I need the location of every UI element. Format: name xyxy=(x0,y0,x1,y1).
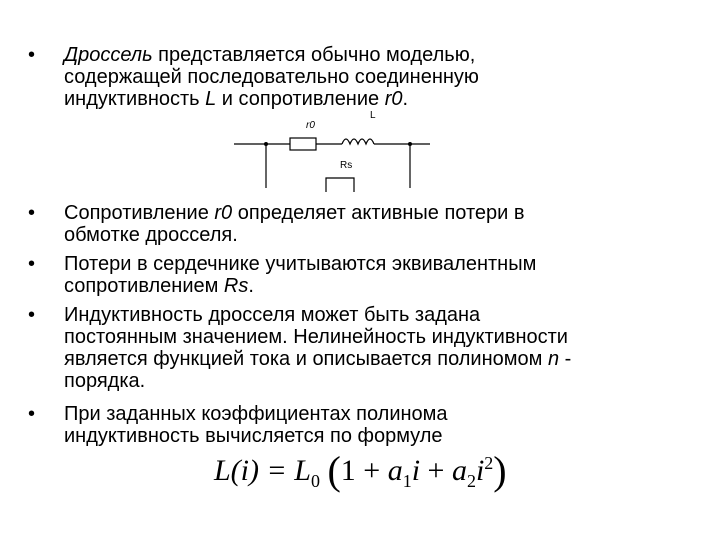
text-run: Rs xyxy=(223,275,249,297)
text-run: постоянным значением. Нелинейность индуктивности xyxy=(64,326,568,348)
bullet-line xyxy=(64,370,704,392)
text-run: При заданных коэффициентах полинома xyxy=(64,403,448,425)
text-run: L xyxy=(205,88,217,110)
formula-a1-sub: 1 xyxy=(402,471,412,491)
resistor-rs xyxy=(326,178,354,192)
text-run: сопротивлением xyxy=(64,275,224,297)
node-right xyxy=(408,142,412,146)
bullet-symbol: • xyxy=(28,44,36,66)
text-run: содержащей последовательно соединенную xyxy=(64,66,479,88)
resistor-r0 xyxy=(290,138,316,150)
text-run: и сопротивление xyxy=(216,88,385,110)
bullet-symbol: • xyxy=(28,202,36,224)
text-run: представляется обычно моделью, xyxy=(152,44,476,66)
text-run: n xyxy=(547,348,560,370)
text-run: определяет активные потери в xyxy=(232,202,525,224)
bullet-line xyxy=(64,425,704,447)
text-run: r0 xyxy=(384,88,403,110)
bullet-symbol: • xyxy=(28,304,36,326)
bullet-line xyxy=(64,304,704,326)
text-run: r0 xyxy=(214,202,233,224)
bullet-line xyxy=(64,88,704,110)
label-r0: r0 xyxy=(306,120,315,131)
text-run: порядка. xyxy=(64,370,146,392)
text-run: является функцией тока и описывается полиномом xyxy=(64,348,548,370)
bullet-symbol: • xyxy=(28,253,36,275)
formula-a1: a xyxy=(387,454,403,487)
text-run: обмотке дросселя. xyxy=(64,224,238,246)
bullet-line xyxy=(64,348,704,370)
bullet-line xyxy=(64,403,704,425)
label-L: L xyxy=(370,110,376,121)
bullet-line xyxy=(64,66,704,88)
text-run: Сопротивление xyxy=(64,202,215,224)
node-left xyxy=(264,142,268,146)
inductance-formula: $L(i) = L_0$ $(1 + a_1i + a_2i^2)$ xyxy=(214,448,507,493)
formula-a2: a xyxy=(451,454,467,487)
text-run: индуктивность вычисляется по формуле xyxy=(64,425,443,447)
formula-sq: 2 xyxy=(484,453,494,473)
text-run: Индуктивность дросселя может быть задана xyxy=(64,304,481,326)
text-run: Потери в сердечнике учитываются эквивалентным xyxy=(64,253,537,275)
label-Rs: Rs xyxy=(340,160,353,171)
inductor-L xyxy=(342,139,374,144)
bullet-line xyxy=(64,44,704,66)
bullet-line xyxy=(64,275,704,297)
text-run: Дроссель xyxy=(64,44,153,66)
bullet-line xyxy=(64,202,704,224)
circuit-diagram xyxy=(230,108,440,192)
text-run: . xyxy=(248,275,254,297)
formula-l0-sub: 0 xyxy=(310,471,320,491)
formula-a2-sub: 2 xyxy=(466,471,476,491)
bullet-line xyxy=(64,224,704,246)
text-run: - xyxy=(559,348,572,370)
text-run: . xyxy=(402,88,409,110)
bullet-line xyxy=(64,326,704,348)
text-run: индуктивность xyxy=(64,88,206,110)
formula-lhs: L(i) = L xyxy=(214,454,311,487)
bullet-symbol: • xyxy=(28,403,36,425)
bullet-line xyxy=(64,253,704,275)
